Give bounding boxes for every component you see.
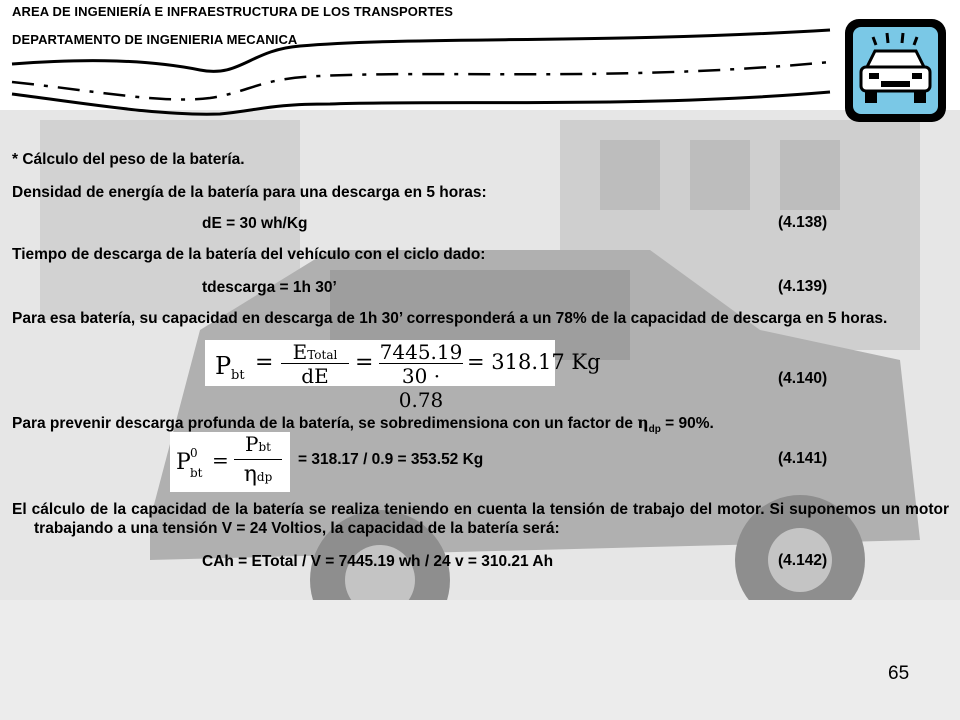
equation-4-141: = 318.17 / 0.9 = 353.52 Kg	[298, 451, 484, 468]
formula-lhs-sub: bt	[231, 368, 245, 383]
equation-number-4-138: (4.138)	[778, 214, 828, 231]
formula-denominator-2: 30 · 0.78	[398, 364, 444, 412]
section-heading: * Cálculo del peso de la batería.	[12, 151, 245, 168]
formula-lhs: P	[215, 352, 232, 380]
header-department-name: DEPARTAMENTO DE INGENIERIA MECANICA	[12, 32, 298, 47]
formula-141-lhs: P	[176, 450, 191, 475]
header-department-area: AREA DE INGENIERÍA E INFRAESTRUCTURA DE LOS TRANSPORTES	[12, 4, 454, 19]
formula-141-numerator-sub: bt	[258, 440, 271, 454]
formula-141-lhs-sub: bt	[190, 466, 203, 480]
formula-141-denominator: η	[243, 462, 257, 487]
formula-numerator-2: 7445.19	[379, 340, 463, 364]
formula-equals-1: =	[255, 350, 274, 375]
fraction-bar-141	[234, 459, 282, 460]
road-banner-graphic	[0, 0, 960, 130]
car-logo-icon	[843, 17, 948, 124]
equation-4-139: tdescarga = 1h 30’	[202, 279, 337, 296]
formula-result: = 318.17 Kg	[467, 350, 601, 374]
formula-denominator: dE	[301, 364, 329, 388]
paragraph-battery-capacity: El cálculo de la capacidad de la batería se realiza teniendo en cuenta la tensión de trabajo del motor. Si suponemos un motor trabajando a una tensión V = 24 Voltios, la capacidad de la batería será:	[12, 501, 949, 537]
paragraph-discharge-time: Tiempo de descarga de la batería del vehículo con el ciclo dado:	[12, 246, 486, 263]
equation-number-4-139: (4.139)	[778, 278, 828, 295]
equation-number-4-141: (4.141)	[778, 450, 828, 467]
formula-numerator-sub: Total	[307, 348, 338, 362]
equation-number-4-140: (4.140)	[778, 370, 828, 387]
equation-4-138: dE = 30 wh/Kg	[202, 215, 308, 232]
page-number: 65	[888, 663, 910, 684]
formula-141-equals: =	[212, 448, 229, 472]
paragraph-deep-discharge	[12, 413, 714, 439]
formula-141-numerator: P	[245, 432, 259, 456]
paragraph-energy-density: Densidad de energía de la batería para una descarga en 5 horas:	[12, 184, 487, 201]
formula-4-141	[170, 432, 290, 492]
formula-4-140	[205, 340, 601, 412]
equation-4-142: CAh = ETotal / V = 7445.19 wh / 24 v = 310.21 Ah	[202, 553, 554, 570]
formula-equals-2: =	[355, 350, 374, 375]
deep-discharge-text: Para prevenir descarga profunda de la batería, se sobredimensiona con un factor de	[12, 415, 638, 432]
formula-141-denominator-sub: dp	[256, 470, 273, 484]
formula-141-lhs-sup: 0	[190, 446, 198, 460]
equation-number-4-142: (4.142)	[778, 552, 828, 569]
formula-numerator: E	[292, 340, 308, 364]
eta-symbol: η	[637, 413, 649, 432]
deep-discharge-factor: = 90%.	[660, 415, 714, 432]
eta-subscript: dp	[648, 424, 661, 436]
paragraph-capacity-78: Para esa batería, su capacidad en descarga de 1h 30’ corresponderá a un 78% de la capacidad de descarga en 5 horas.	[12, 310, 888, 327]
